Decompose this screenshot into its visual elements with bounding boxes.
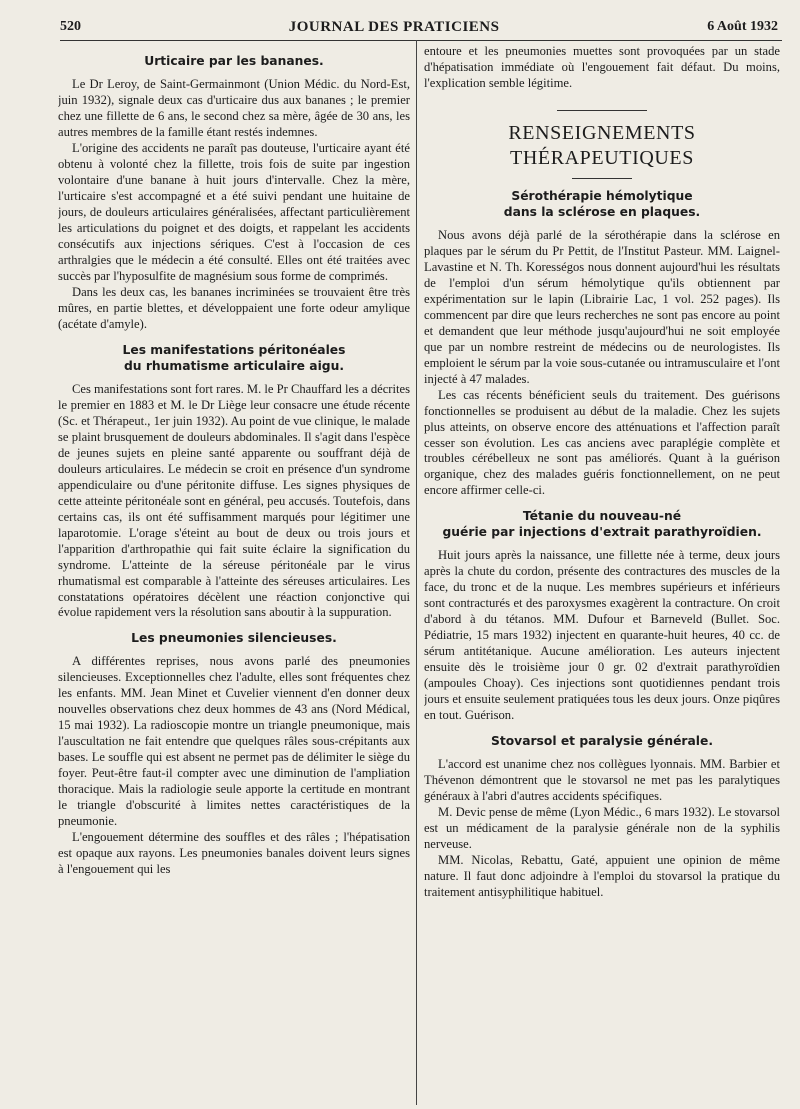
paragraph: L'engouement détermine des souffles et des râles ; l'hépatisation est opaque aux rayons. Les pneumonies banales doivent leurs signes à l'engouement qui les xyxy=(58,830,410,877)
section-heading-tetanie xyxy=(424,509,780,541)
paragraph: Le Dr Leroy, de Saint-Germainmont (Union Médic. du Nord-Est, juin 1932), signale deux cas d'urticaire dus aux bananes ; le premier chez une fillette de 6 ans, le second chez sa mère, âgée de 30 ans, les autres membres de la famille étant restés indemnes. xyxy=(58,76,410,139)
journal-title: JOURNAL DES PRATICIENS xyxy=(288,18,500,35)
title-underline xyxy=(572,178,632,179)
paragraph: Nous avons déjà parlé de la sérothérapie dans la sclérose en plaques par le sérum du Pr Pettit, de l'Institut Pasteur. MM. Laignel-Lavastine et N. Th. Korességos nous donnent aujourd'hui les résultats de l'emploi d'un sérum hémolytique qu'ils obtiennent par expérimentation sur le lapin (Librairie Lac, 1 vol. 252 pages). Ils commencent par dire que leurs recherches ne sont pas encore au point et demandent que leur méthode jusqu'aujourd'hui ne soit employée que par un nombre restreint de médecins ou de neurologistes. Ils emploient le sérum par la voie sous-cutanée ou intramusculaire et l'ont injecté à 47 malades. xyxy=(424,227,780,386)
heading-line: guérie par injections d'extrait parathyroïdien. xyxy=(442,525,762,540)
section-separator xyxy=(557,110,647,111)
heading-line: dans la sclérose en plaques. xyxy=(503,204,701,219)
section-heading-serotherapie xyxy=(424,189,780,221)
paragraph: Huit jours après la naissance, une fillette née à terme, deux jours après la chute du cordon, présente des contractures des muscles de la face, du tronc et de la nuque. Les membres supérieurs et inférieurs sont contracturés et des paroxysmes exagèrent la contracture. On croit d'abord à du tétanos. MM. Dufour et Barneveld (Bullet. Soc. Pédiatrie, 15 mars 1932) injectent en quarante-huit heures, 40 cc. de sérum antitétanique. Aucune amélioration. Les auteurs injectent ensuite dès le troisième jour 0 gr. 02 d'extrait parathyroïdien (ampoules Choay). Ces injections sont quotidiennes pendant trois jours et ensuite seulement pratiquées tous les deux jours. Onze piqûres en tout. Guérison. xyxy=(424,548,780,723)
right-column xyxy=(424,44,780,1104)
paragraph: Ces manifestations sont fort rares. M. le Pr Chauffard les a décrites le premier en 1883 et M. le Dr Liège leur consacre une étude récente (Sc. et Thérapeut., 1er juin 1932). Au point de vue clinique, le malade se plaint brusquement de douleurs abdominales. Il s'agit dans l'espèce de jeunes sujets en pleine santé apparente ou souffrant déjà de douleurs articulaires. Le médecin se croit en présence d'un syndrome appendiculaire ou d'une péritonite diffuse. Les signes physiques de cette atteinte péritonéale sont en général, peu accusés. Toutefois, dans certains cas, ils ont été suffisamment marqués pour légitimer une laparotomie. L'orage s'éteint au bout de deux ou trois jours et l'apparition d'arthropathie qui fait suite éclaire la signification du syndrome. L'atteinte de la séreuse péritonéale par le virus rhumatismal est comparable à l'atteinte des séreuses articulaires. Les constatations opératoires décèlent une réaction conjonctive qui évolue rapidement vers la résolution sans aboutir à la suppuration. xyxy=(58,381,410,620)
paragraph: MM. Nicolas, Rebattu, Gaté, appuient une opinion de même nature. Il faut donc adjoindre à l'emploi du stovarsol la pratique du traitement antisyphilitique habituel. xyxy=(424,853,780,900)
section-heading-urticaire: Urticaire par les bananes. xyxy=(144,54,324,68)
section-heading-stovarsol: Stovarsol et paralysie générale. xyxy=(491,734,713,749)
continued-paragraph: entoure et les pneumonies muettes sont provoquées par un stade d'hépatisation immédiate où l'engouement fait défaut. Du moins, l'explication semble légitime. xyxy=(424,44,780,90)
issue-date: 6 Août 1932 xyxy=(707,19,778,34)
heading-line: Tétanie du nouveau-né xyxy=(522,509,682,524)
heading-line: Les manifestations péritonéales xyxy=(122,342,346,357)
page-number: 520 xyxy=(60,19,81,34)
running-header xyxy=(60,16,778,38)
paragraph: L'origine des accidents ne paraît pas douteuse, l'urticaire ayant été obtenu à volonté chez la fillette, trois fois de suite par ingestion volontaire d'une banane à huit jours d'intervalle. Chez la mère, l'urticaire s'est accompagné et a été suivi pendant une huitaine de jours, de douleurs articulaires généralisées, affectant particulièrement les articulations du poignet et des doigts, et rappelant les accidents consécutifs aux injections sériques. C'est à l'occasion de ces arthralgies que le médecin a été consulté. Elles ont été traitées avec succès par l'hyposulfite de magnésium sous forme de comprimés. xyxy=(58,140,410,283)
rubric-title: RENSEIGNEMENTS THÉRAPEUTIQUES xyxy=(508,121,696,170)
heading-line: Sérothérapie hémolytique xyxy=(511,188,693,203)
section-heading-rhumatisme xyxy=(58,343,410,375)
paragraph: A différentes reprises, nous avons parlé des pneumonies silencieuses. Exceptionnelles chez l'adulte, elles sont fréquentes chez les enfants. MM. Jean Minet et Cuvelier viennent d'en donner deux nouvelles observations chez deux hommes de 43 ans (Nord Médical, 15 mai 1932). La radioscopie montre un triangle pneumonique, mais l'auscultation ne fait entendre que quelques râles sous-crépitants aux bases. Le souffle qui est absent ne permet pas de délimiter le siège du foyer. Peut-être faut-il compter avec une diminution de l'ampliation thoracique. Mais la radiologie seule apporte la certitude en montrant le triangle d'obscurité à limites nettes caractéristiques de la pneumonie. xyxy=(58,654,410,829)
paragraph: L'accord est unanime chez nos collègues lyonnais. MM. Barbier et Thévenon démontrent que le stovarsol ne met pas les paralytiques généraux à l'abri d'autres accidents spécifiques. xyxy=(424,757,780,804)
column-divider xyxy=(416,40,417,1105)
section-heading-pneumonies: Les pneumonies silencieuses. xyxy=(131,631,337,646)
paragraph: Dans les deux cas, les bananes incriminées se trouvaient être très mûres, en partie blettes, et développaient une forte odeur amylique (acétate d'amyle). xyxy=(58,284,410,331)
header-rule xyxy=(60,40,782,41)
heading-line: du rhumatisme articulaire aigu. xyxy=(123,358,345,373)
left-column xyxy=(58,44,410,1104)
paragraph: Les cas récents bénéficient seuls du traitement. Des guérisons fonctionnelles se produisent au début de la maladie. Chez les sujets plus atteints, on observe encore des atténuations et l'affection paraît cesser son évolution. Les cas anciens avec paraplégie complète et troubles cérébelleux ne sont pas améliorés. Quant à la guérison organique, chez des malades guéris fonctionnellement, on ne peut encore affirmer celle-ci. xyxy=(424,387,780,498)
paragraph: M. Devic pense de même (Lyon Médic., 6 mars 1932). Le stovarsol est un médicament de la paralysie générale non de la syphilis nerveuse. xyxy=(424,805,780,852)
